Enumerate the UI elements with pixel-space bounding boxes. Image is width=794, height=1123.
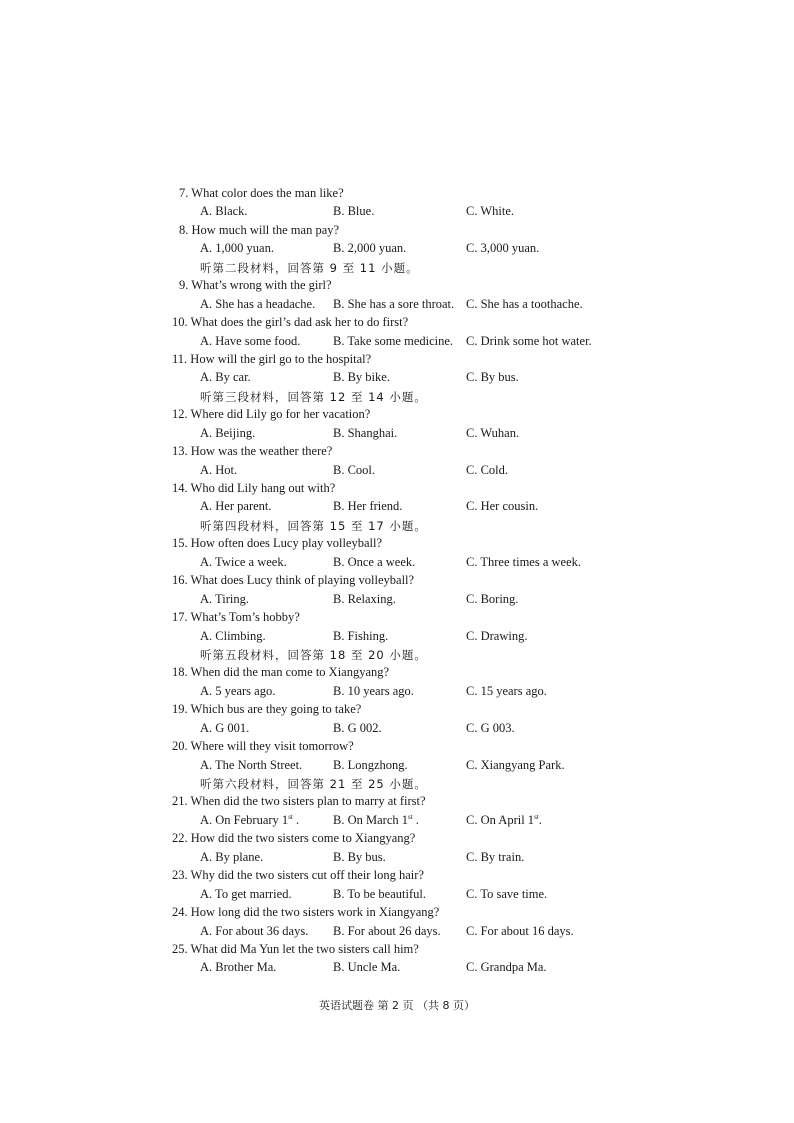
option-a: [200, 758, 302, 773]
question-text: 14. Who did Lily hang out with?: [172, 481, 336, 495]
option-b: [333, 813, 419, 828]
option-c: [466, 555, 581, 570]
option-b: [333, 592, 396, 607]
option-c: [466, 960, 547, 975]
question-text: 7. What color does the man like?: [179, 186, 344, 200]
question-row: [0, 665, 794, 683]
section-instruction-row: [0, 518, 794, 536]
options-row: [0, 204, 794, 222]
question-row: [0, 481, 794, 499]
options-row: [0, 629, 794, 647]
option-b-tail: .: [412, 812, 419, 827]
option-b-text: B. Cool.: [333, 462, 376, 477]
option-a-text: A. On February 1: [200, 812, 289, 827]
option-c-text: C. By train.: [466, 849, 525, 864]
option-a: [200, 555, 287, 570]
question-text: 19. Which bus are they going to take?: [172, 702, 362, 717]
option-c-text: C. Wuhan.: [466, 425, 520, 440]
ordinal-suffix: st: [408, 812, 413, 821]
option-a-text: A. By car.: [200, 370, 251, 385]
option-b-text: B. Fishing.: [333, 628, 389, 643]
option-a-tail: .: [292, 812, 300, 827]
option-c: [466, 499, 538, 514]
option-b: [333, 463, 375, 478]
options-row: [0, 241, 794, 259]
option-b-text: B. To be beautiful.: [333, 886, 426, 901]
option-a-text: A. Her parent.: [200, 499, 272, 514]
page-footer: 英语试题卷 第 2 页 （共 8 页）: [319, 999, 475, 1012]
ordinal-suffix: st: [534, 812, 539, 821]
option-a-text: A. G 001.: [200, 720, 250, 735]
option-c: [466, 463, 508, 478]
option-c: [466, 370, 519, 385]
option-c: [466, 241, 539, 256]
option-c-text: C. Grandpa Ma.: [466, 960, 547, 975]
option-b-text: B. G 002.: [333, 720, 382, 735]
section-instruction: 听第六段材料，回答第 21 至 25 小题。: [200, 777, 427, 791]
question-row: [0, 315, 794, 333]
options-row: [0, 463, 794, 481]
section-instruction-row: [0, 389, 794, 407]
question-row: [0, 536, 794, 554]
option-b-text: B. Once a week.: [333, 554, 416, 569]
option-a: [200, 499, 272, 514]
option-b-text: B. Blue.: [333, 204, 375, 219]
option-a: [200, 297, 315, 312]
options-row: [0, 426, 794, 444]
options-row: [0, 813, 794, 831]
option-b: [333, 758, 408, 773]
option-b-text: B. Uncle Ma.: [333, 960, 401, 975]
option-a-text: A. 5 years ago.: [200, 683, 276, 698]
option-b: [333, 334, 453, 349]
question-text: 8. How much will the man pay?: [179, 222, 340, 237]
option-c-text: C. On April 1: [466, 812, 535, 827]
option-c: [466, 426, 519, 441]
option-a: [200, 850, 263, 865]
option-a-text: A. 1,000 yuan.: [200, 241, 274, 256]
option-a: [200, 241, 274, 256]
option-c: [466, 592, 518, 607]
question-text: 16. What does Lucy think of playing volleyball?: [172, 573, 415, 588]
question-row: [0, 352, 794, 370]
question-row: [0, 444, 794, 462]
option-c-text: C. White.: [466, 204, 515, 219]
option-b: [333, 960, 400, 975]
question-row: [0, 186, 794, 204]
option-b: [333, 684, 414, 699]
options-row: [0, 297, 794, 315]
question-row: [0, 868, 794, 886]
option-c: [466, 204, 514, 219]
option-a-text: A. By plane.: [200, 849, 264, 864]
question-text: 20. Where will they visit tomorrow?: [172, 739, 354, 754]
option-c-text: C. To save time.: [466, 886, 548, 901]
question-row: [0, 794, 794, 812]
question-row: [0, 278, 794, 296]
option-a-text: A. The North Street.: [200, 757, 303, 772]
section-instruction: 听第二段材料，回答第 9 至 11 小题。: [200, 260, 419, 275]
option-c-text: C. Drawing.: [466, 628, 528, 643]
question-text: 13. How was the weather there?: [172, 444, 333, 459]
option-c-text: C. Cold.: [466, 462, 509, 477]
option-c: [466, 887, 547, 902]
options-row: [0, 887, 794, 905]
option-c-text: C. Her cousin.: [466, 499, 539, 514]
option-c: [466, 629, 527, 644]
section-instruction: 听第四段材料，回答第 15 至 17 小题。: [200, 518, 427, 533]
question-row: [0, 573, 794, 591]
option-b: [333, 204, 374, 219]
option-c: [466, 850, 524, 865]
option-a: [200, 592, 249, 607]
option-b-text: B. Relaxing.: [333, 591, 396, 606]
option-a: [200, 204, 248, 219]
option-c: [466, 758, 565, 773]
option-b: [333, 887, 426, 902]
option-c: [466, 813, 542, 828]
question-row: [0, 702, 794, 720]
question-text: 10. What does the girl’s dad ask her to do first?: [172, 315, 409, 330]
question-text: 15. How often does Lucy play volleyball?: [172, 536, 383, 551]
question-text: 23. Why did the two sisters cut off their long hair?: [172, 868, 424, 883]
option-a-text: A. Tiring.: [200, 591, 249, 606]
section-instruction: 听第五段材料，回答第 18 至 20 小题。: [200, 647, 427, 662]
question-row: [0, 831, 794, 849]
option-a: [200, 960, 276, 975]
option-a-text: A. Hot.: [200, 462, 238, 477]
option-c-text: C. Boring.: [466, 591, 519, 606]
question-text: 12. Where did Lily go for her vacation?: [172, 407, 371, 422]
question-text: 22. How did the two sisters come to Xiangyang?: [172, 831, 416, 846]
option-c-text: C. By bus.: [466, 370, 519, 385]
option-b-text: B. By bus.: [333, 849, 386, 864]
option-c-text: C. Drink some hot water.: [466, 333, 592, 348]
option-a-text: A. To get married.: [200, 886, 292, 901]
option-c: [466, 334, 592, 349]
option-a: [200, 924, 308, 939]
option-c-text: C. 15 years ago.: [466, 683, 547, 698]
options-row: [0, 499, 794, 517]
option-c-text: C. Three times a week.: [466, 554, 582, 569]
option-b: [333, 370, 390, 385]
option-b: [333, 629, 388, 644]
option-a-text: A. Have some food.: [200, 333, 301, 348]
option-b-text: B. For about 26 days.: [333, 923, 441, 938]
option-a: [200, 334, 300, 349]
options-row: [0, 850, 794, 868]
option-a-text: A. Black.: [200, 204, 248, 219]
option-c: [466, 684, 547, 699]
option-b-text: B. Take some medicine.: [333, 333, 454, 348]
option-b: [333, 241, 406, 256]
section-instruction-row: [0, 260, 794, 278]
question-text: 24. How long did the two sisters work in Xiangyang?: [172, 905, 440, 920]
option-a-text: A. Climbing.: [200, 628, 266, 643]
question-text: 11. How will the girl go to the hospital?: [172, 351, 372, 366]
option-b: [333, 924, 441, 939]
question-row: [0, 407, 794, 425]
option-a-text: A. Brother Ma.: [200, 960, 277, 975]
option-b-text: B. Her friend.: [333, 499, 403, 514]
question-text: 25. What did Ma Yun let the two sisters call him?: [172, 941, 419, 956]
option-a: [200, 629, 266, 644]
option-b: [333, 297, 454, 312]
option-a-text: A. Beijing.: [200, 425, 256, 440]
question-row: [0, 610, 794, 628]
section-instruction-row: [0, 776, 794, 794]
option-b: [333, 721, 382, 736]
option-a-text: A. For about 36 days.: [200, 923, 309, 938]
question-text: 21. When did the two sisters plan to marry at first?: [172, 794, 426, 809]
option-c-text: C. 3,000 yuan.: [466, 241, 540, 256]
option-b-text: B. Shanghai.: [333, 425, 398, 440]
section-instruction: 听第三段材料，回答第 12 至 14 小题。: [200, 389, 427, 404]
option-b: [333, 499, 402, 514]
option-a-text: A. Twice a week.: [200, 554, 287, 569]
options-row: [0, 592, 794, 610]
question-text: 9. What’s wrong with the girl?: [179, 278, 332, 293]
options-row: [0, 684, 794, 702]
option-b: [333, 555, 415, 570]
option-b-text: B. She has a sore throat.: [333, 296, 455, 311]
option-b-text: B. By bike.: [333, 370, 390, 385]
question-row: [0, 223, 794, 241]
question-list: [0, 186, 794, 979]
option-a-text: A. She has a headache.: [200, 296, 316, 311]
option-a: [200, 684, 275, 699]
option-c: [466, 924, 574, 939]
option-c-text: C. Xiangyang Park.: [466, 757, 565, 772]
option-b: [333, 850, 386, 865]
option-b: [333, 426, 397, 441]
question-row: [0, 905, 794, 923]
question-row: [0, 942, 794, 960]
option-c-tail: .: [538, 812, 542, 827]
question-row: [0, 739, 794, 757]
option-a: [200, 813, 299, 828]
options-row: [0, 758, 794, 776]
option-b-text: B. On March 1: [333, 812, 408, 827]
option-c: [466, 297, 583, 312]
option-c-text: C. G 003.: [466, 720, 515, 735]
question-text: 18. When did the man come to Xiangyang?: [172, 665, 390, 680]
option-b-text: B. 2,000 yuan.: [333, 241, 407, 256]
options-row: [0, 721, 794, 739]
options-row: [0, 555, 794, 573]
options-row: [0, 960, 794, 978]
section-instruction-row: [0, 647, 794, 665]
options-row: [0, 370, 794, 388]
option-a: [200, 370, 251, 385]
options-row: [0, 924, 794, 942]
option-a: [200, 426, 255, 441]
option-c-text: C. She has a toothache.: [466, 296, 583, 311]
option-c-text: C. For about 16 days.: [466, 923, 574, 938]
question-text: 17. What’s Tom’s hobby?: [172, 610, 300, 625]
option-c: [466, 721, 515, 736]
option-a: [200, 463, 237, 478]
option-a: [200, 887, 292, 902]
option-a: [200, 721, 249, 736]
option-b-text: B. 10 years ago.: [333, 683, 414, 698]
ordinal-suffix: st: [288, 812, 293, 821]
option-b-text: B. Longzhong.: [333, 757, 408, 772]
options-row: [0, 334, 794, 352]
